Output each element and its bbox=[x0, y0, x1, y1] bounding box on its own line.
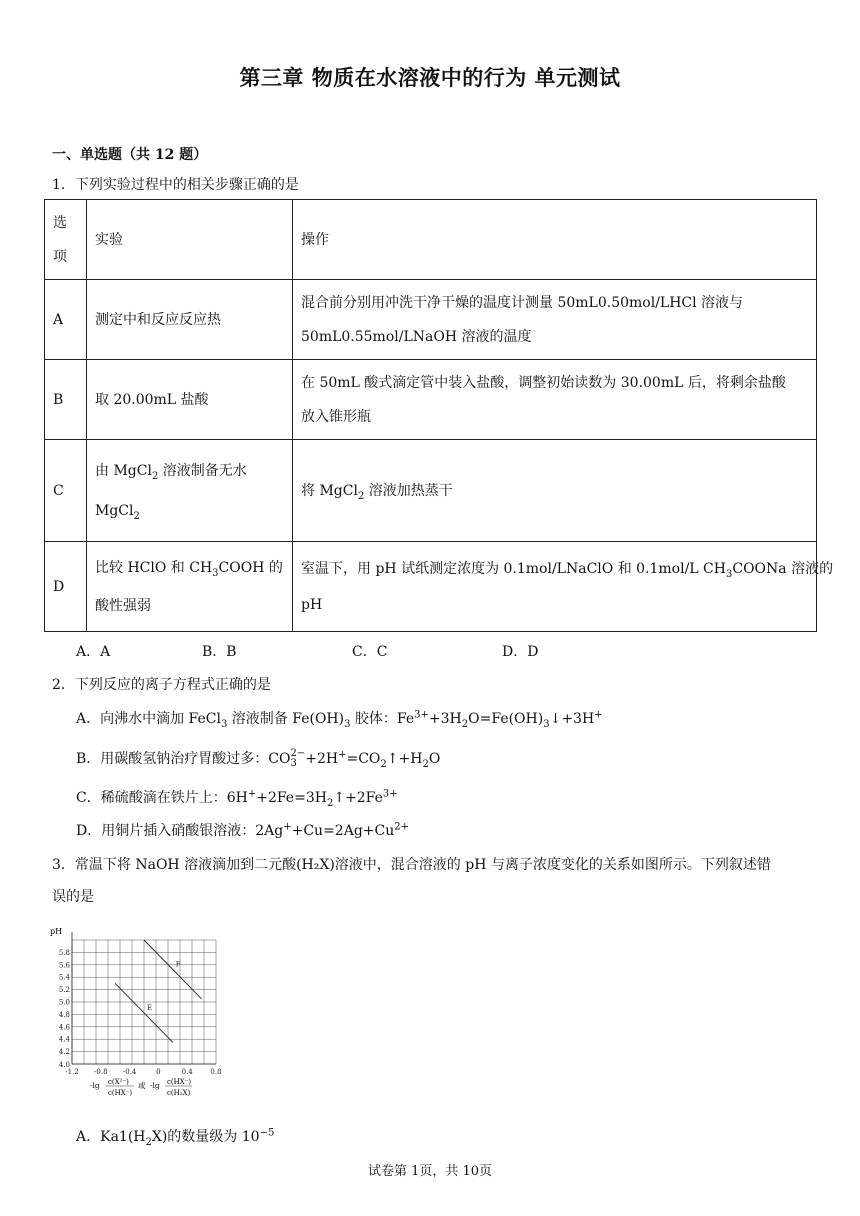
row-label: C bbox=[45, 440, 87, 542]
table-row bbox=[45, 440, 817, 542]
row-experiment: 比较 HClO 和 $CH_3COOH$ 的 酸性强弱 bbox=[87, 542, 293, 632]
q2-option-c[interactable]: C．稀硫酸滴在铁片上：$6H^++2Fe=3H_2↑+2Fe^{3+}$ bbox=[76, 788, 398, 809]
y-tick-label: 5.0 bbox=[58, 998, 70, 1007]
q1-choice-b[interactable]: B．B bbox=[202, 644, 237, 660]
q3-stem-line1: 3．常温下将 NaOH 溶液滴加到二元酸(H₂X)溶液中，混合溶液的 pH 与离子浓度变化的关系如图所示。下列叙述错 bbox=[52, 857, 771, 873]
svg-text:c(HX⁻): c(HX⁻) bbox=[167, 1078, 192, 1086]
q2-option-d[interactable]: D．用铜片插入硝酸银溶液：$2Ag^++Cu=2Ag+Cu^{2+}$ bbox=[76, 821, 409, 839]
row-operation: 室温下，用 pH 试纸测定浓度为 0.1mol/LNaClO 和 0.1mol/L $CH_3COONa$ 溶液的 pH bbox=[293, 542, 817, 632]
row-label: D bbox=[45, 542, 87, 632]
y-tick-label: 4.6 bbox=[58, 1023, 70, 1032]
row-operation: 在 50mL 酸式滴定管中装入盐酸，调整初始读数为 30.00mL 后，将剩余盐酸 放入锥形瓶 bbox=[293, 360, 817, 440]
table-row bbox=[45, 360, 817, 440]
x-tick-label: 0.4 bbox=[181, 1068, 193, 1076]
page-title: 第三章 物质在水溶液中的行为 单元测试 bbox=[239, 65, 621, 90]
table-row bbox=[45, 542, 817, 632]
row-experiment: 取 20.00mL 盐酸 bbox=[87, 360, 293, 440]
header-experiment: 实验 bbox=[87, 200, 293, 280]
x-tick-label: 0 bbox=[156, 1068, 161, 1076]
y-tick-label: 5.6 bbox=[58, 961, 70, 970]
q3-option-a[interactable]: A．$Ka1(H_2X)$的数量级为 $10^{-5}$ bbox=[76, 1127, 275, 1148]
chart-grid bbox=[72, 940, 216, 1064]
table-row bbox=[45, 280, 817, 360]
row-experiment: 由 MgCl$_2$ 溶液制备无水 MgCl$_2$ bbox=[87, 440, 293, 542]
q3-stem-line2: 误的是 bbox=[52, 889, 94, 905]
x-tick-label: -1.2 bbox=[65, 1068, 79, 1076]
svg-text:-lg: -lg bbox=[150, 1081, 160, 1090]
row-operation: 将 MgCl$_2$ 溶液加热蒸干 bbox=[293, 440, 817, 542]
q3-chart bbox=[50, 920, 240, 1110]
q2-option-b[interactable]: B．用碳酸氢钠治疗胃酸过多：CO 2− 3 $+2H^+=CO_2↑+H_2O$ bbox=[76, 748, 441, 770]
chart-ticks bbox=[59, 949, 222, 1076]
series-label-e: E bbox=[147, 1003, 153, 1012]
y-tick-label: 4.4 bbox=[58, 1035, 70, 1044]
y-tick-label: 5.8 bbox=[58, 948, 70, 957]
header-operation: 操作 bbox=[293, 200, 817, 280]
q1-table bbox=[44, 199, 834, 632]
row-label: B bbox=[45, 360, 87, 440]
row-operation: 混合前分别用冲洗干净干燥的温度计测量 50mL0.50mol/LHCl 溶液与 50mL0.55mol/LNaOH 溶液的温度 bbox=[293, 280, 817, 360]
header-option: 选 项 bbox=[45, 200, 87, 280]
chart-xlabel bbox=[90, 1078, 192, 1097]
x-tick-label: 0.8 bbox=[210, 1068, 222, 1076]
y-tick-label: 5.4 bbox=[58, 973, 70, 982]
svg-text:c(H₂X): c(H₂X) bbox=[167, 1089, 191, 1097]
series-label-f: F bbox=[175, 960, 181, 969]
section-heading: 一、单选题（共 12 题） bbox=[52, 147, 208, 163]
q1-choice-d[interactable]: D．D bbox=[502, 644, 539, 660]
chart-ylabel: pH bbox=[50, 927, 63, 936]
x-tick-label: -0.4 bbox=[122, 1068, 137, 1076]
q1-choice-c[interactable]: C．C bbox=[352, 644, 388, 660]
q2-stem: 2．下列反应的离子方程式正确的是 bbox=[52, 677, 271, 693]
page-footer: 试卷第 1页，共 10页 bbox=[367, 1164, 493, 1179]
row-label: A bbox=[45, 280, 87, 360]
y-tick-label: 5.2 bbox=[58, 986, 70, 995]
q1-stem: 1．下列实验过程中的相关步骤正确的是 bbox=[52, 177, 299, 193]
row-experiment: 测定中和反应反应热 bbox=[87, 280, 293, 360]
svg-text:c(HX⁻): c(HX⁻) bbox=[108, 1089, 133, 1097]
y-tick-label: 4.8 bbox=[58, 1010, 70, 1019]
svg-text:-lg: -lg bbox=[90, 1081, 100, 1090]
svg-text:c(X²⁻): c(X²⁻) bbox=[108, 1078, 129, 1086]
series-line-f bbox=[144, 940, 202, 999]
y-tick-label: 4.2 bbox=[58, 1048, 70, 1057]
table-header-row bbox=[45, 200, 817, 280]
svg-text:或: 或 bbox=[138, 1081, 146, 1090]
q2-option-a[interactable]: A．向沸水中滴加 FeCl$_3$ 溶液制备 $Fe(OH)_3$ 胶体：$Fe^{3+}+3H_2O=Fe(OH)_3↓+3H^+$ bbox=[76, 709, 603, 730]
y-tick-label: 4.0 bbox=[58, 1061, 70, 1069]
q1-choice-a[interactable]: A．A bbox=[76, 644, 111, 660]
x-tick-label: -0.8 bbox=[94, 1068, 108, 1076]
